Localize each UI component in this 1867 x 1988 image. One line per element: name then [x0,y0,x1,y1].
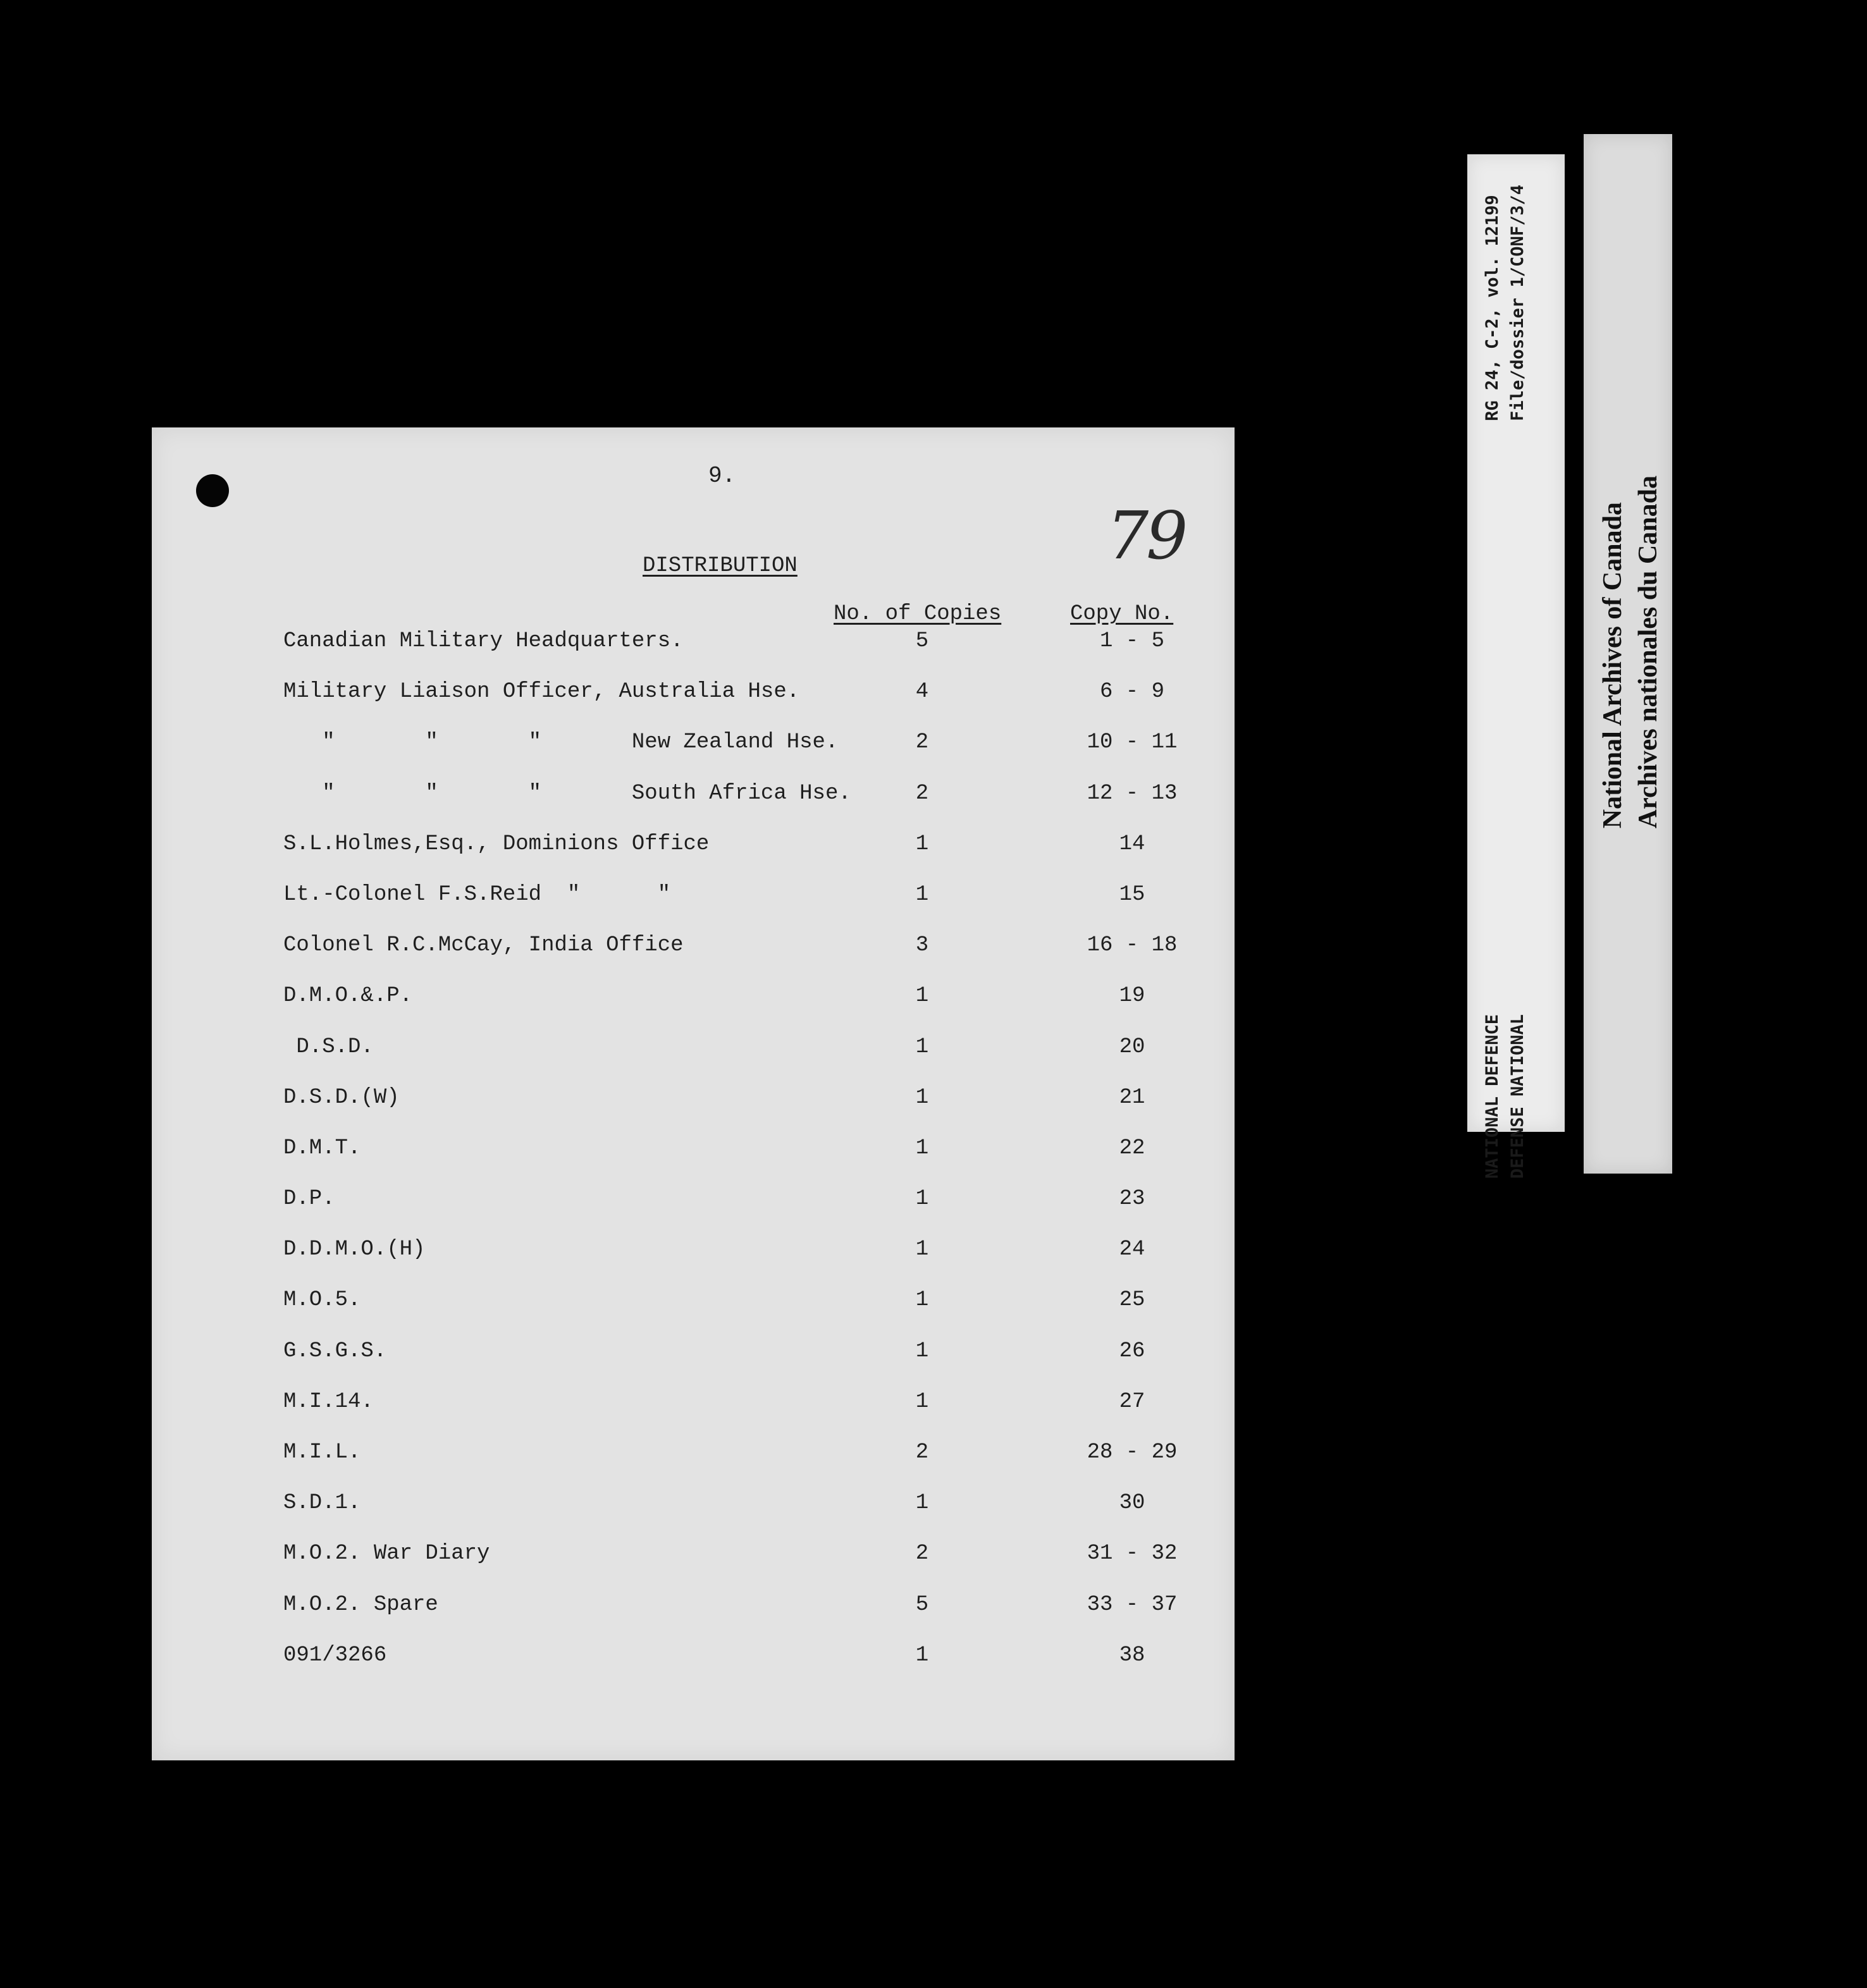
distribution-row [152,1643,1235,1693]
copy-number-range: 20 [1119,1034,1145,1059]
copy-number-range: 10 - 11 [1087,730,1178,755]
copies-count: 2 [915,730,929,755]
distribution-row [152,679,1235,730]
distribution-row [152,1339,1235,1389]
distribution-row [152,983,1235,1034]
recipient-name: Lt.-Colonel F.S.Reid " " [283,882,671,907]
distribution-row [152,1085,1235,1136]
distribution-row [152,831,1235,882]
column-header-copies: No. of Copies [834,602,1002,626]
copy-number-range: 38 [1119,1643,1145,1667]
recipient-name: G.S.G.S. [283,1339,387,1363]
copy-number-range: 28 - 29 [1087,1440,1178,1464]
copies-count: 5 [915,1592,929,1617]
reference-line-2: File/dossier 1/CONF/3/4 [1508,185,1527,421]
distribution-row [152,1287,1235,1338]
reference-text [1480,185,1556,421]
copies-count: 2 [915,1542,929,1566]
distribution-row [152,781,1235,831]
recipient-name: S.L.Holmes,Esq., Dominions Office [283,831,710,856]
recipient-name: M.O.2. War Diary [283,1542,490,1566]
copy-number-range: 30 [1119,1491,1145,1516]
copy-number-range: 31 - 32 [1087,1542,1178,1566]
copies-count: 1 [915,984,929,1009]
copy-number-range: 33 - 37 [1087,1592,1178,1617]
copy-number-range: 12 - 13 [1087,781,1178,806]
recipient-name: " " " South Africa Hse. [283,781,851,806]
distribution-row [152,1136,1235,1186]
copies-count: 1 [915,1389,929,1414]
handwritten-folio-number: 79 [1107,497,1186,574]
page-number: 9. [708,463,736,489]
recipient-name: M.O.5. [283,1288,361,1313]
distribution-row [152,1490,1235,1541]
copy-number-range: 6 - 9 [1099,680,1165,704]
copies-count: 1 [915,1339,929,1363]
recipient-name: " " " New Zealand Hse. [283,730,839,755]
recipient-name: Colonel R.C.McCay, India Office [283,933,684,958]
copy-number-range: 27 [1119,1389,1145,1414]
archive-reference-label [1467,154,1565,1179]
recipient-name: D.P. [283,1187,335,1212]
recipient-name: M.I.14. [283,1389,374,1414]
copies-count: 1 [915,831,929,856]
distribution-row [152,882,1235,933]
department-line-1: NATIONAL DEFENCE [1482,1014,1502,1179]
column-header-copy-no: Copy No. [1070,602,1174,626]
recipient-name: D.S.D.(W) [283,1085,400,1110]
copies-count: 2 [915,781,929,806]
copy-number-range: 22 [1119,1136,1145,1160]
recipient-name: D.S.D. [283,1034,374,1059]
distribution-list [152,629,1235,1693]
copies-count: 1 [915,1643,929,1667]
department-line-2: DEFENSE NATIONAL [1508,1014,1527,1179]
distribution-row [152,1186,1235,1237]
archive-line-1: National Archives of Canada [1598,502,1627,829]
distribution-row [152,1237,1235,1287]
copy-number-range: 14 [1119,831,1145,856]
recipient-name: M.I.L. [283,1440,361,1464]
recipient-name: Military Liaison Officer, Australia Hse. [283,680,800,704]
copy-number-range: 16 - 18 [1087,933,1178,958]
copies-count: 1 [915,882,929,907]
national-archives-label [1584,134,1672,1174]
copies-count: 1 [915,1491,929,1516]
distribution-row [152,933,1235,983]
copies-count: 1 [915,1136,929,1160]
copies-count: 1 [915,1085,929,1110]
recipient-name: D.M.T. [283,1136,361,1160]
punch-hole [196,474,229,507]
copies-count: 1 [915,1288,929,1313]
copies-count: 1 [915,1034,929,1059]
department-text [1480,1014,1556,1179]
archive-line-2: Archives nationales du Canada [1634,476,1663,829]
recipient-name: D.D.M.O.(H) [283,1237,426,1262]
document-title: DISTRIBUTION [643,554,798,578]
distribution-row [152,1034,1235,1085]
distribution-row [152,730,1235,780]
copies-count: 3 [915,933,929,958]
copies-count: 1 [915,1237,929,1262]
recipient-name: D.M.O.&.P. [283,984,413,1009]
distribution-row [152,1541,1235,1592]
copies-count: 2 [915,1440,929,1464]
distribution-row [152,1389,1235,1440]
copy-number-range: 23 [1119,1187,1145,1212]
reference-line-1: RG 24, C-2, vol. 12199 [1482,195,1502,421]
recipient-name: M.O.2. Spare [283,1592,438,1617]
copy-number-range: 15 [1119,882,1145,907]
copy-number-range: 1 - 5 [1099,629,1165,653]
distribution-row [152,1440,1235,1490]
recipient-name: S.D.1. [283,1491,361,1516]
document-page [152,427,1235,1760]
recipient-name: 091/3266 [283,1643,387,1667]
archive-text [1595,476,1665,828]
copy-number-range: 24 [1119,1237,1145,1262]
copies-count: 1 [915,1187,929,1212]
copy-number-range: 25 [1119,1288,1145,1313]
copies-count: 4 [915,680,929,704]
distribution-row [152,1592,1235,1643]
recipient-name: Canadian Military Headquarters. [283,629,684,653]
copy-number-range: 26 [1119,1339,1145,1363]
copy-number-range: 19 [1119,984,1145,1009]
distribution-row [152,629,1235,679]
copies-count: 5 [915,629,929,653]
copy-number-range: 21 [1119,1085,1145,1110]
